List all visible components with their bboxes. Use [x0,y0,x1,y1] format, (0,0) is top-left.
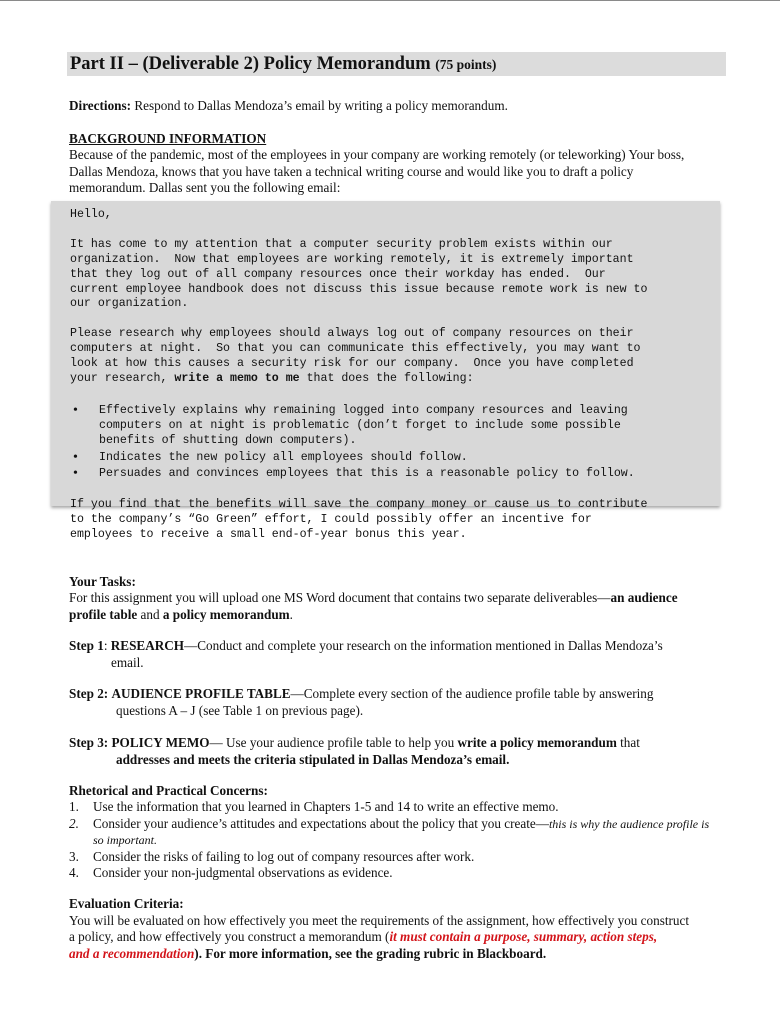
email-para2-line-4 [70,372,474,387]
email-para1-line-4: current employee handbook does not discuss this issue because remote work is new to [70,283,648,296]
step-1-bold: RESEARCH [110,638,185,653]
step-1-cont: email. [111,654,144,670]
email-para3-line-2: to the company’s “Go Green” effort, I could possibly offer an incentive for [70,513,592,526]
step-2-label: Step 2: [69,686,109,701]
evaluation-line-2-text: a policy, and how effectively you construct a memorandum ( [69,929,390,944]
title-points: (75 points) [435,57,497,72]
tasks-line-2-mid: and [137,606,163,622]
step-3-text-2: that [616,735,640,750]
evaluation-line-2-red: it must contain a purpose, summary, action steps, [389,929,658,944]
concern-1-num: 1. [69,799,79,814]
concern-3-text: Consider the risks of failing to log out of company resources after work. [93,848,475,864]
email-para2-post: that does the following: [299,372,474,385]
step-1-label: Step 1 [69,638,104,653]
bullet-2-symbol: • [73,450,78,465]
concern-4-text: Consider your non-judgmental observations as evidence. [93,865,393,880]
tasks-line-1-text: For this assignment you will upload one MS Word document that contains two separate deliverables— [69,590,611,605]
email-para2-line-2: computers at night. So that you can communicate this effectively, you may want to [70,342,641,355]
bullet-1-line-2: computers on at night is problematic (don’t forget to include some possible [99,419,621,432]
step-3-bold-2: write a policy memorandum [457,735,617,750]
step-2-bold: AUDIENCE PROFILE TABLE [111,686,291,701]
email-para2-bold: write a memo to me [174,372,300,385]
email-para2-line-3: look at how this causes a security risk for our company. Once you have completed [70,357,634,370]
email-para3-line-1: If you find that the benefits will save the company money or cause us to contribute [70,498,648,511]
step-1 [69,638,729,654]
email-para1-line-2: organization. Now that employees are working remotely, it is extremely important [70,253,634,266]
evaluation-line-3-bold: ). For more information, see the grading rubric in Blackboard. [194,945,547,961]
background-line-1: Because of the pandemic, most of the employees in your company are working remotely (or teleworking) Your boss, [69,147,685,162]
tasks-line-1 [69,590,729,606]
email-para2-line-1: Please research why employees should always log out of company resources on their [70,327,634,340]
step-2-cont: questions A – J (see Table 1 on previous page). [116,702,364,718]
tasks-heading: Your Tasks: [69,574,136,589]
step-3-text: — Use your audience profile table to help you [209,735,458,750]
page-title [70,53,496,76]
email-para2-pre: your research, [70,372,175,385]
step-1-text: —Conduct and complete your research on the information mentioned in Dallas Mendoza’s [184,638,663,653]
evaluation-line-2 [69,929,729,945]
step-2 [69,686,729,702]
bullet-3-text: Persuades and convinces employees that this is a reasonable policy to follow. [99,467,635,480]
email-para3-line-3: employees to receive a small end-of-year bonus this year. [70,528,467,541]
bullet-1-line-1: Effectively explains why remaining logged into company resources and leaving [99,404,628,417]
concern-2-text [93,816,733,832]
concerns-heading: Rhetorical and Practical Concerns: [69,783,268,798]
background-heading: BACKGROUND INFORMATION [69,131,267,146]
tasks-line-1-bold: an audience [610,590,678,605]
evaluation-line-1: You will be evaluated on how effectively you meet the requirements of the assignment, how effectively you construct [69,912,690,928]
step-3-cont: addresses and meets the criteria stipulated in Dallas Mendoza’s email. [116,751,510,767]
concern-1-text: Use the information that you learned in Chapters 1-5 and 14 to write an effective memo. [93,799,559,814]
directions [69,98,729,114]
evaluation-line-3-red: and a recommendation [69,945,195,961]
tasks-line-2-end: . [289,606,293,622]
tasks-line-2-bold-2: a policy memorandum [162,606,290,622]
top-border [0,0,780,1]
background-line-3: memorandum. Dallas sent you the following email: [69,180,341,195]
step-1-colon: : [103,638,111,653]
concern-2-italic: this is why the audience profile is [548,816,710,831]
concern-2-plain: Consider your audience’s attitudes and expectations about the policy that you create— [93,815,549,831]
directions-text: Respond to Dallas Mendoza’s email by writing a policy memorandum. [131,98,508,113]
step-3 [69,735,729,751]
concern-4-num: 4. [69,865,79,880]
step-3-bold: POLICY MEMO [111,735,210,750]
bullet-1-symbol: • [73,403,78,418]
step-2-text: —Complete every section of the audience profile table by answering [290,686,654,701]
bullet-2-text: Indicates the new policy all employees should follow. [99,451,468,464]
email-para1-line-5: our organization. [70,297,189,310]
tasks-line-2 [69,607,729,623]
background-line-2: Dallas Mendoza, knows that you have taken a technical writing course and would like you to draft a policy [69,163,634,179]
tasks-line-2-bold-1: profile table [69,606,138,622]
email-greeting: Hello, [70,208,112,221]
title-text: Part II – (Deliverable 2) Policy Memorandum [70,54,431,74]
evaluation-line-3 [69,946,729,962]
evaluation-heading: Evaluation Criteria: [69,896,184,911]
step-3-label: Step 3: [69,735,109,750]
concern-3-num: 3. [69,848,79,864]
bullet-1-line-3: benefits of shutting down computers). [99,434,357,447]
concern-2-num: 2. [69,815,79,831]
directions-label: Directions: [69,98,132,113]
concern-2-italic-cont: so important. [93,833,158,847]
email-para1-line-1: It has come to my attention that a computer security problem exists within our [70,238,613,251]
bullet-3-symbol: • [73,466,78,481]
email-para1-line-3: that they log out of all company resources once their workday has ended. Our [70,268,606,281]
